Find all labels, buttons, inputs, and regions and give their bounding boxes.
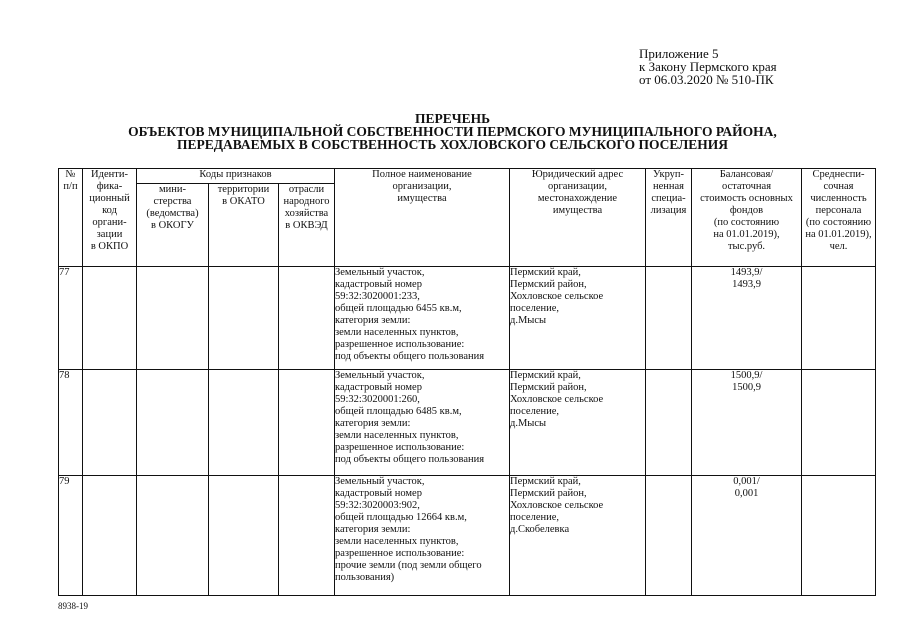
cell-line: кадастровый номер	[335, 279, 422, 290]
cell-line: поселение,	[510, 303, 560, 314]
cell-line: Хохловское сельское	[510, 291, 604, 302]
header-text: Иденти-	[91, 169, 128, 180]
cell-line: под объекты общего пользования	[335, 454, 485, 465]
okogu-cell	[137, 476, 209, 596]
cell-line: Пермский район,	[510, 488, 587, 499]
header-text: Юридический адрес	[531, 169, 624, 180]
header-text: специа-	[651, 193, 686, 204]
cell-line: пользования)	[335, 572, 395, 583]
appendix-line: Приложение 5	[639, 46, 719, 61]
okato-cell	[209, 370, 279, 476]
cell-line: категория земли:	[335, 524, 411, 535]
table-row	[59, 267, 876, 370]
header-codes-group: Коды признаков	[137, 169, 335, 184]
cell-line: разрешенное использование:	[335, 548, 465, 559]
okato-cell	[209, 267, 279, 370]
cell-line: кадастровый номер	[335, 488, 422, 499]
property-table	[58, 168, 876, 596]
document-code: 8938-19	[58, 601, 88, 611]
property-name-cell	[335, 476, 510, 596]
header-text: код	[102, 205, 117, 216]
cell-line: д.Мысы	[510, 315, 547, 326]
cost-cell	[692, 267, 802, 370]
property-name-cell	[335, 267, 510, 370]
appendix-line: к Закону Пермского края	[639, 59, 777, 74]
header-text: органи-	[92, 217, 127, 228]
header-text: имущества	[552, 205, 603, 216]
header-text: Укруп-	[652, 169, 685, 180]
header-text: народного	[283, 196, 330, 207]
header-text: в ОКОГУ	[151, 220, 194, 231]
cell-line: д.Скобелевка	[510, 524, 570, 535]
header-text: фондов	[729, 205, 764, 216]
row-number: 77	[59, 267, 83, 370]
address-cell	[510, 476, 646, 596]
header-text: №	[65, 169, 76, 180]
header-okved	[279, 184, 335, 267]
header-text: персонала	[815, 205, 862, 216]
header-text: (ведомства)	[146, 208, 199, 219]
cell-line: Хохловское сельское	[510, 500, 604, 511]
table-row	[59, 370, 876, 476]
cost-cell	[692, 476, 802, 596]
cell-line: разрешенное использование:	[335, 339, 465, 350]
cell-line: Хохловское сельское	[510, 394, 604, 405]
cell-line: разрешенное использование:	[335, 442, 465, 453]
header-text: (по состоянию	[805, 217, 872, 228]
appendix-note	[639, 47, 777, 86]
cell-line: 59:32:3020001:233,	[335, 291, 420, 302]
header-staff	[802, 169, 876, 267]
title-line: ПЕРЕЧЕНЬ	[414, 111, 491, 126]
table-row	[59, 476, 876, 596]
header-row	[59, 169, 876, 184]
cell-line: Земельный участок,	[335, 267, 425, 278]
staff-cell	[802, 370, 876, 476]
cell-line: поселение,	[510, 512, 560, 523]
okved-cell	[279, 370, 335, 476]
header-text: лизация	[650, 205, 687, 216]
appendix-line: от 06.03.2020 № 510-ПК	[639, 72, 774, 87]
cell-line: 59:32:3020003:902,	[335, 500, 420, 511]
okved-cell	[279, 476, 335, 596]
okpo-cell	[83, 370, 137, 476]
header-text: ненная	[652, 181, 684, 192]
header-text: отрасли	[288, 184, 325, 195]
row-number: 79	[59, 476, 83, 596]
okogu-cell	[137, 370, 209, 476]
cell-line: Пермский край,	[510, 370, 581, 381]
header-text: Полное наименование	[372, 169, 472, 180]
header-text: Среднеспи-	[812, 169, 865, 180]
cell-line: общей площадью 12664 кв.м,	[335, 512, 467, 523]
header-text: остаточная	[721, 181, 772, 192]
cell-line: 1500,9/	[730, 370, 763, 381]
okpo-cell	[83, 476, 137, 596]
specialization-cell	[646, 370, 692, 476]
cell-line: Пермский край,	[510, 476, 581, 487]
header-text: стерства	[153, 196, 192, 207]
cell-line: 0,001	[734, 488, 759, 499]
cell-line: Пермский район,	[510, 382, 587, 393]
cell-line: категория земли:	[335, 418, 411, 429]
okogu-cell	[137, 267, 209, 370]
row-number: 78	[59, 370, 83, 476]
header-text: стоимость основных	[700, 193, 793, 204]
cell-line: кадастровый номер	[335, 382, 422, 393]
cell-line: 1500,9	[732, 382, 761, 393]
header-text: сочная	[823, 181, 854, 192]
okved-cell	[279, 267, 335, 370]
header-text: фика-	[96, 181, 123, 192]
header-text: мини-	[159, 184, 186, 195]
header-num	[59, 169, 83, 267]
header-text: местонахождение	[537, 193, 618, 204]
header-text: в ОКПО	[90, 241, 129, 252]
header-text: (по состоянию	[713, 217, 780, 228]
header-text: чел.	[829, 241, 848, 252]
header-text: ционный	[89, 193, 130, 204]
header-text: организации,	[548, 181, 607, 192]
cell-line: земли населенных пунктов,	[335, 327, 459, 338]
cell-line: категория земли:	[335, 315, 411, 326]
cell-line: земли населенных пунктов,	[335, 430, 459, 441]
header-address	[510, 169, 646, 267]
header-text: тыс.руб.	[727, 241, 766, 252]
staff-cell	[802, 267, 876, 370]
header-text: организации,	[392, 181, 452, 192]
okpo-cell	[83, 267, 137, 370]
header-okogu	[137, 184, 209, 267]
cell-line: Земельный участок,	[335, 476, 425, 487]
cell-line: 1493,9/	[730, 267, 763, 278]
header-name	[335, 169, 510, 267]
specialization-cell	[646, 476, 692, 596]
cell-line: 59:32:3020001:260,	[335, 394, 420, 405]
header-okpo	[83, 169, 137, 267]
address-cell	[510, 267, 646, 370]
cell-line: Пермский край,	[510, 267, 581, 278]
header-text: хозяйства	[284, 208, 329, 219]
cell-line: Земельный участок,	[335, 370, 425, 381]
document-title	[0, 112, 905, 151]
header-text: территории	[217, 184, 270, 195]
staff-cell	[802, 476, 876, 596]
title-line: ПЕРЕДАВАЕМЫХ В СОБСТВЕННОСТЬ ХОХЛОВСКОГО СЕЛЬСКОГО ПОСЕЛЕНИЯ	[176, 137, 729, 152]
cell-line: земли населенных пунктов,	[335, 536, 459, 547]
header-text: имущества	[397, 193, 447, 204]
header-text: зации	[96, 229, 123, 240]
header-text: п/п	[63, 181, 78, 192]
specialization-cell	[646, 267, 692, 370]
cell-line: 0,001/	[733, 476, 760, 487]
header-okato	[209, 184, 279, 267]
header-text: численность	[810, 193, 867, 204]
header-text: на 01.01.2019),	[805, 229, 872, 240]
header-text: в ОКВЭД	[285, 220, 328, 231]
property-name-cell	[335, 370, 510, 476]
address-cell	[510, 370, 646, 476]
cell-line: общей площадью 6485 кв.м,	[335, 406, 462, 417]
cell-line: общей площадью 6455 кв.м,	[335, 303, 462, 314]
cost-cell	[692, 370, 802, 476]
cell-line: прочие земли (под земли общего	[335, 560, 482, 571]
header-text: на 01.01.2019),	[713, 229, 780, 240]
header-text: в ОКАТО	[222, 196, 265, 207]
cell-line: Пермский район,	[510, 279, 587, 290]
header-text: Балансовая/	[719, 169, 774, 180]
header-cost	[692, 169, 802, 267]
cell-line: д.Мысы	[510, 418, 547, 429]
header-specialization	[646, 169, 692, 267]
cell-line: под объекты общего пользования	[335, 351, 485, 362]
cell-line: поселение,	[510, 406, 560, 417]
title-line: ОБЪЕКТОВ МУНИЦИПАЛЬНОЙ СОБСТВЕННОСТИ ПЕРМСКОГО МУНИЦИПАЛЬНОГО РАЙОНА,	[128, 124, 777, 139]
okato-cell	[209, 476, 279, 596]
cell-line: 1493,9	[732, 279, 761, 290]
